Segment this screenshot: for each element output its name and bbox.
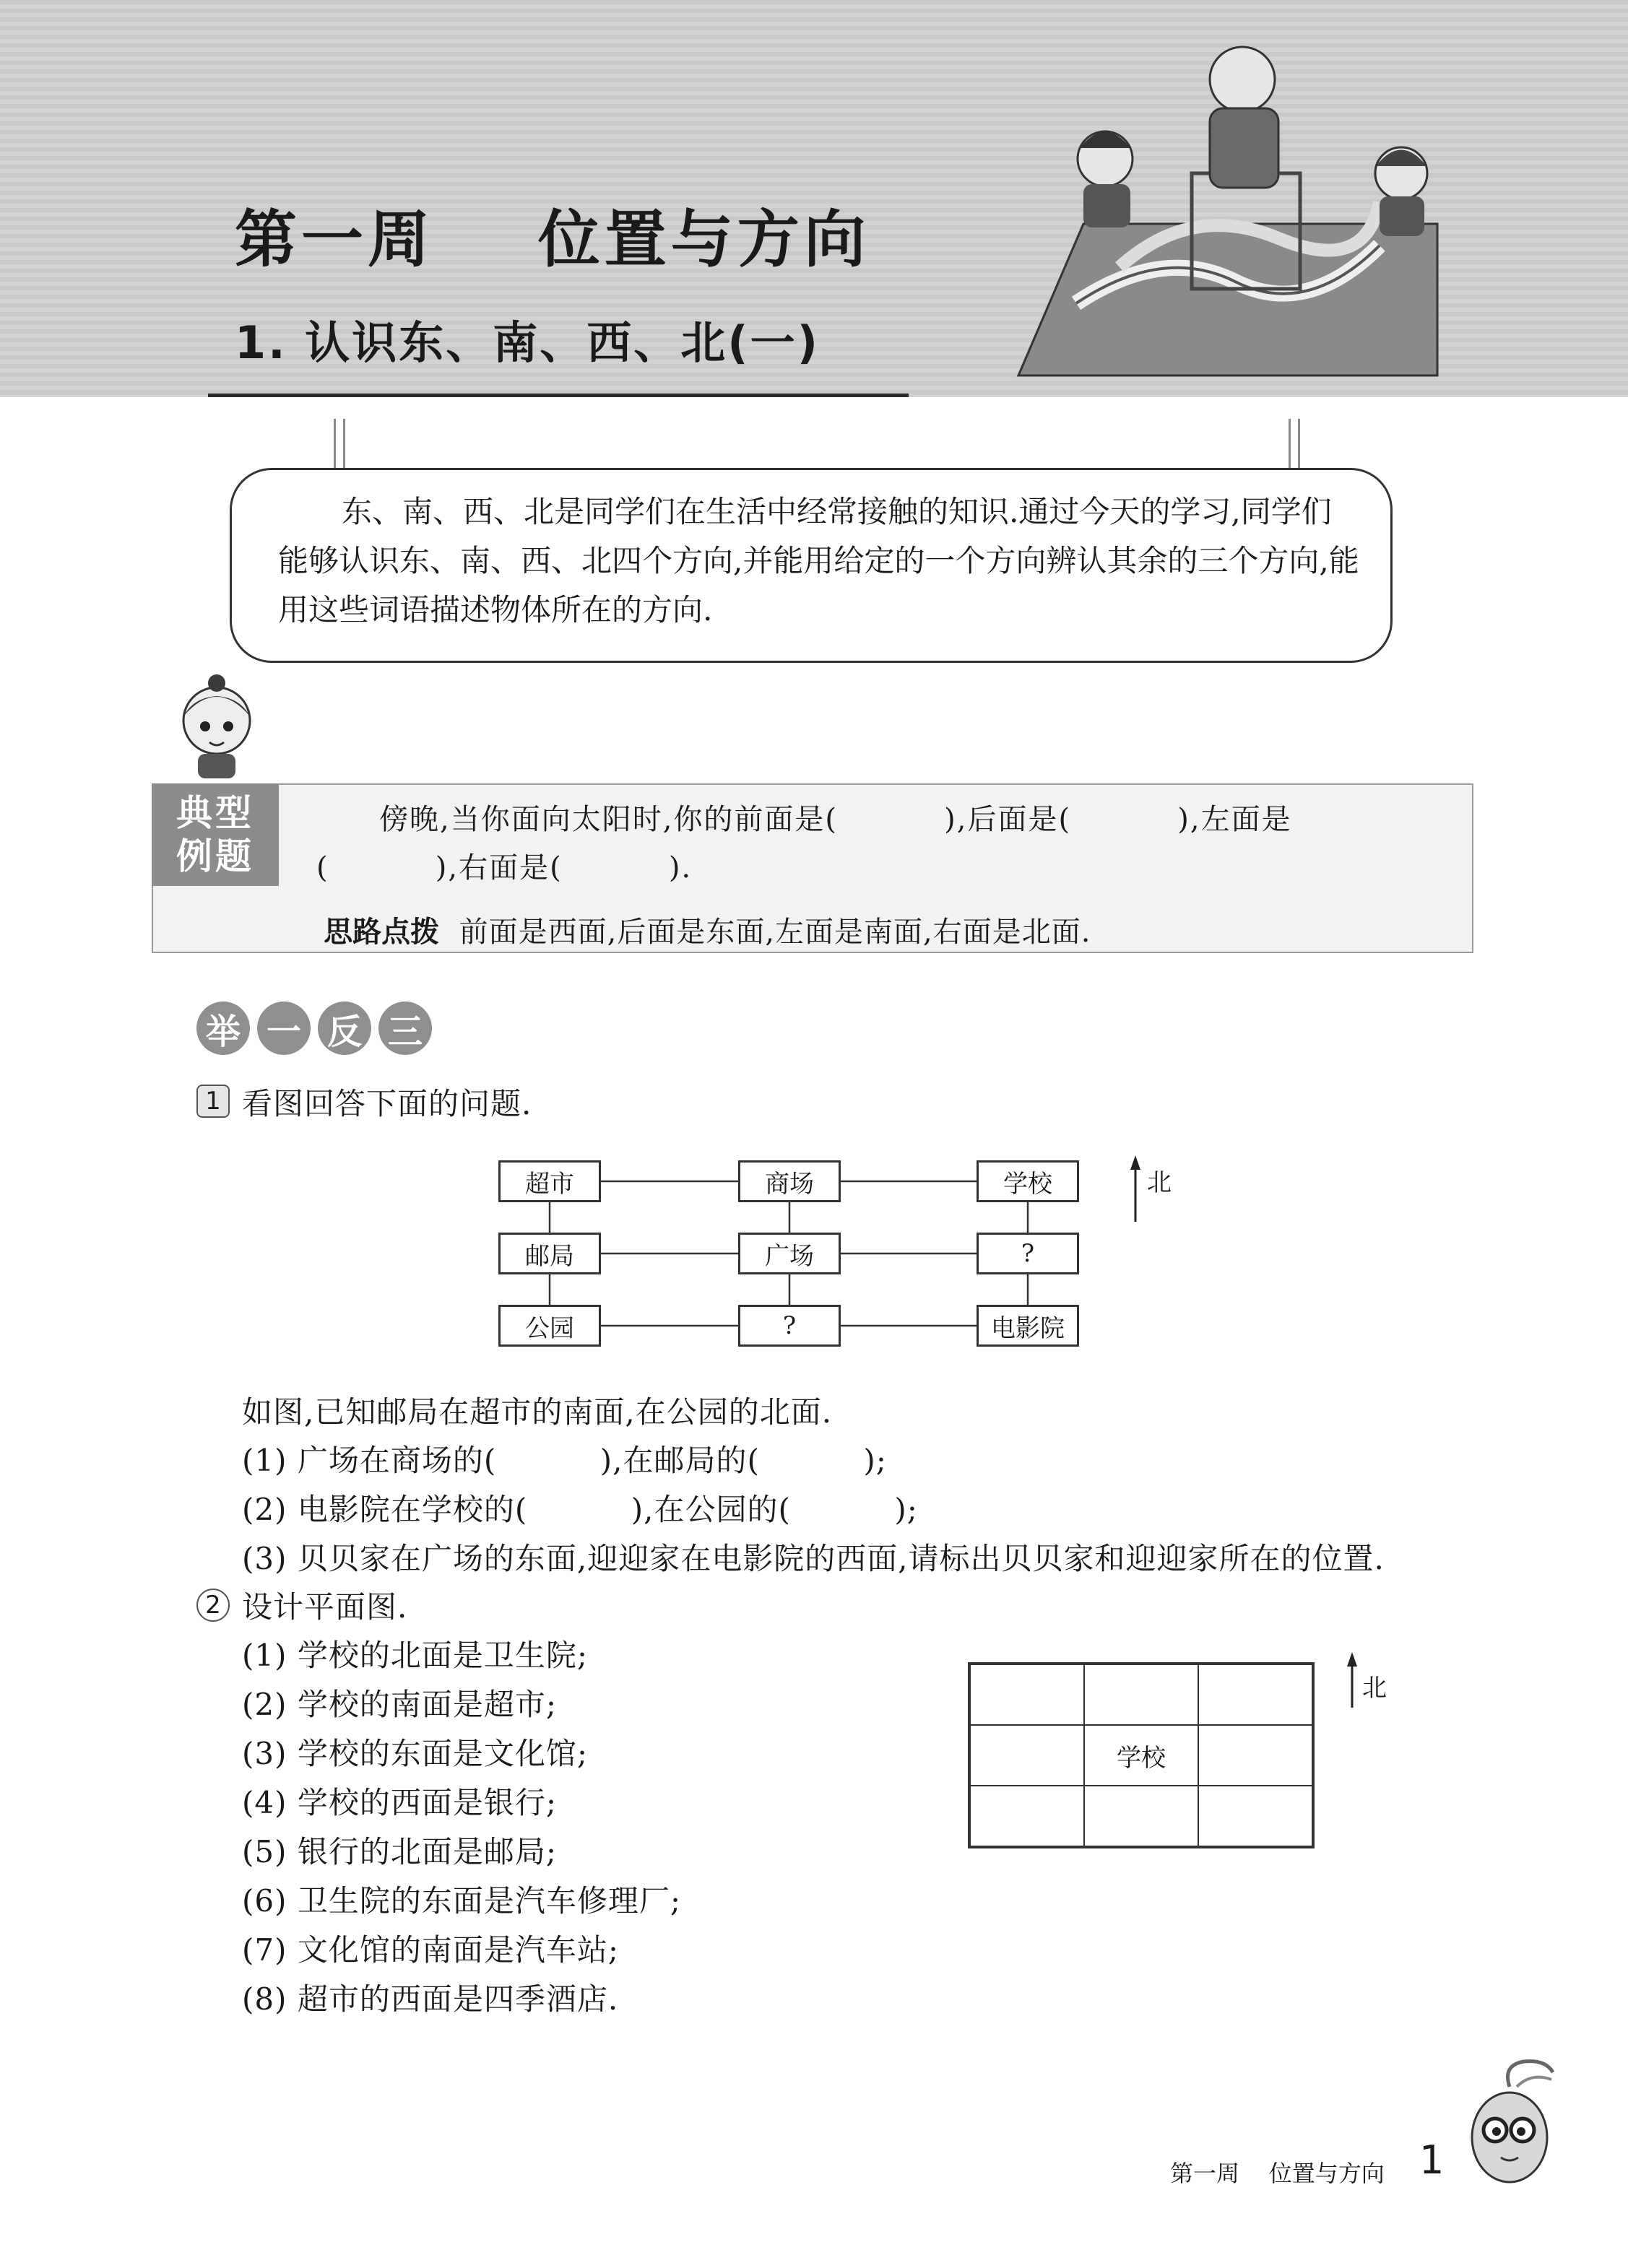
grid-cell-e[interactable] xyxy=(1198,1725,1312,1786)
section-badge-3: 反 xyxy=(318,1002,371,1055)
map-cell-supermarket: 超市 xyxy=(498,1160,601,1202)
question-number-1: 1 xyxy=(196,1085,230,1118)
page-number: 1 xyxy=(1419,2137,1445,2183)
q2-item-8: (8) 超市的西面是四季酒店. xyxy=(242,1981,619,2017)
q1-sub2: (2) 电影院在学校的( ),在公园的( ); xyxy=(242,1492,918,1527)
lesson-subtitle: 1. 认识东、南、西、北(一) xyxy=(235,316,820,369)
seed-mascot-icon xyxy=(1459,2058,1567,2188)
q1-sub1: (1) 广场在商场的( ),在邮局的( ); xyxy=(242,1443,887,1478)
example-question-line1: 傍晚,当你面向太阳时,你的前面是( ),后面是( ),左面是 xyxy=(379,803,1292,836)
map-cell-mall: 商场 xyxy=(738,1160,841,1202)
q2-item-5: (5) 银行的北面是邮局; xyxy=(242,1834,557,1869)
map-cell-cinema: 电影院 xyxy=(977,1305,1079,1347)
map-cell-park: 公园 xyxy=(498,1305,601,1347)
hint-text: 前面是西面,后面是东面,左面是南面,右面是北面. xyxy=(459,916,1091,949)
example-question-line2: ( ),右面是( ). xyxy=(316,851,693,885)
chapter-title: 第一周 位置与方向 xyxy=(235,204,870,276)
grid-cell-ne[interactable] xyxy=(1198,1664,1312,1725)
example-tag-line1: 典型 xyxy=(176,792,254,834)
q2-item-6: (6) 卫生院的东面是汽车修理厂; xyxy=(242,1883,681,1919)
q2-north-label: 北 xyxy=(1362,1674,1387,1703)
section-badge-1: 举 xyxy=(196,1002,250,1055)
intro-text: 东、南、西、北是同学们在生活中经常接触的知识.通过今天的学习,同学们能够认识东、南、西、北四个方向,并能用给定的一个方向辨认其余的三个方向,能用这些词语描述物体所在的方向. xyxy=(278,494,1359,627)
q2-prompt: 设计平面图. xyxy=(242,1589,408,1625)
question-number-2: 2 xyxy=(196,1589,230,1622)
section-badge-4: 三 xyxy=(378,1002,432,1055)
q2-plan-grid xyxy=(968,1662,1315,1848)
q1-given: 如图,已知邮局在超市的南面,在公园的北面. xyxy=(242,1394,833,1430)
q1-sub3: (3) 贝贝家在广场的东面,迎迎家在电影院的西面,请标出贝贝家和迎迎家所在的位置. xyxy=(242,1541,1385,1576)
section-badge-2: 一 xyxy=(257,1002,311,1055)
grid-cell-nw[interactable] xyxy=(970,1664,1084,1725)
grid-cell-se[interactable] xyxy=(1198,1786,1312,1846)
q2-item-7: (7) 文化馆的南面是汽车站; xyxy=(242,1932,619,1968)
footer-chapter: 第一周 位置与方向 xyxy=(1170,2160,1385,2187)
grid-cell-n[interactable] xyxy=(1084,1664,1198,1725)
map-cell-square: 广场 xyxy=(738,1233,841,1274)
grid-cell-center-school: 学校 xyxy=(1084,1725,1198,1786)
q1-prompt: 看图回答下面的问题. xyxy=(242,1086,532,1121)
q2-item-3: (3) 学校的东面是文化馆; xyxy=(242,1736,588,1771)
grid-cell-w[interactable] xyxy=(970,1725,1084,1786)
hint-label: 思路点拨 xyxy=(324,916,440,949)
q1-north-label: 北 xyxy=(1147,1168,1172,1197)
grid-cell-sw[interactable] xyxy=(970,1786,1084,1846)
map-cell-school: 学校 xyxy=(977,1160,1079,1202)
example-tag-line2: 例题 xyxy=(176,835,254,877)
map-cell-post-office: 邮局 xyxy=(498,1233,601,1274)
q2-item-4: (4) 学校的西面是银行; xyxy=(242,1785,557,1820)
map-cell-unknown-east: ? xyxy=(977,1233,1079,1274)
map-cell-unknown-south: ? xyxy=(738,1305,841,1347)
grid-cell-s[interactable] xyxy=(1084,1786,1198,1846)
q2-item-1: (1) 学校的北面是卫生院; xyxy=(242,1638,588,1673)
q2-item-2: (2) 学校的南面是超市; xyxy=(242,1687,557,1722)
